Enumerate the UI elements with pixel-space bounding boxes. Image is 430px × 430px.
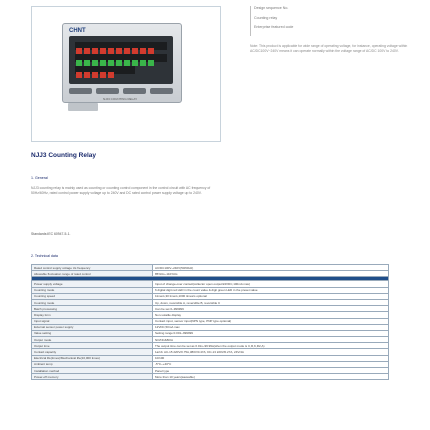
spec-value: 12VDC,50mA max	[153, 324, 389, 330]
product-photo	[31, 6, 221, 142]
spec-key: Power-off memory	[32, 374, 153, 380]
spec-value: More than 10 years(saveable)	[153, 374, 389, 380]
technical-heading: 2. Technical data	[31, 254, 58, 258]
table-row	[32, 374, 389, 380]
voltage-note: Note: This product is applicable for wide range of operating voltage, for instance, operating voltage within AC/DC100V~240V means it can operate normally within the voltage range of AC/DC 100V to 240V.	[250, 44, 408, 53]
spec-value: 6 digital digit red LED in the count value & digit green LED in the preset value	[153, 287, 389, 293]
spec-key: External sensor power supply	[32, 324, 153, 330]
counting-relay-device	[62, 23, 182, 103]
spec-value: Panel type	[153, 368, 389, 374]
spec-key: Value setting	[32, 330, 153, 336]
device-socket	[68, 103, 98, 111]
spec-value: 1time/s,30 time/s,1000 times/s optional	[153, 293, 389, 299]
spec-value: Non-volatile display	[153, 312, 389, 318]
spec-key: Allowable fluctuation range of rated control	[32, 271, 153, 277]
model-item: Enterprise featured code	[254, 25, 294, 30]
spec-key: Electrical life(times)/Mechanical life(10,000 times)	[32, 355, 153, 361]
panel-caption: NJJ3 COUNTING RELAY	[103, 97, 138, 101]
spec-value: 1a/1b: AC-15 220V/0.75A,380V/0.47A; DC-13 220V/0.27A, 24V/4A	[153, 349, 389, 355]
spec-value: 10/100	[153, 355, 389, 361]
spec-table	[31, 264, 389, 380]
spec-key: Batch processing	[32, 306, 153, 312]
general-heading: 1. General	[31, 176, 48, 180]
spec-value: Input of change-over contact(collector open output/24VDC,100mA max)	[153, 281, 389, 287]
spec-value: Can be set 0~999999	[153, 306, 389, 312]
spec-value: Up, down, reversible A, reversible B, reversible C	[153, 299, 389, 305]
general-text: NJJ3 counting relay is mainly used as counting or counting control component in the control circuit with AC frequency of 50Hz/60Hz, rated control power supply voltage up to 240V and DC rated control power supply voltage up to 240V.	[31, 186, 211, 195]
spec-key: Rated control supply voltage Us frequency	[32, 265, 153, 271]
spec-key: Installation method	[32, 368, 153, 374]
model-item: Counting relay	[254, 15, 278, 20]
standard-text: Standards:IEC 60947-5-1.	[31, 232, 71, 236]
product-title: NJJ3 Counting Relay	[31, 152, 97, 159]
spec-key: Display form	[32, 312, 153, 318]
count-display	[75, 42, 167, 50]
spec-key: Output time	[32, 343, 153, 349]
preset-display	[75, 54, 167, 62]
display-panel	[69, 36, 173, 84]
spec-key: Counting mode	[32, 299, 153, 305]
spec-value: Contact input, sensor input(NPN type, PNP type optional)	[153, 318, 389, 324]
spec-key: Ambient temp	[32, 361, 153, 367]
model-item: Design sequence No.	[254, 6, 289, 10]
spec-value: AC/DC100V~240V(50/60Hz)	[153, 265, 389, 271]
status-display	[75, 66, 135, 74]
spec-key: Output mode	[32, 337, 153, 343]
spec-value: NO/NC&BOA	[153, 337, 389, 343]
spec-key: Counting speed	[32, 293, 153, 299]
spec-key: Contact capacity	[32, 349, 153, 355]
spec-key: Counting mode	[32, 287, 153, 293]
model-designation	[254, 6, 404, 31]
spec-value: -5°C~+40°C	[153, 361, 389, 367]
spec-value: 85%Us~110%Us	[153, 271, 389, 277]
spec-value: Setting range:0.001~999999	[153, 330, 389, 336]
spec-key: Input signal	[32, 318, 153, 324]
tree-line	[250, 6, 251, 36]
button-row	[69, 88, 173, 94]
spec-key: Power supply voltage	[32, 281, 153, 287]
spec-value: The output time can be set as 0.01s~99.99s(when the output mode is C,R,K,R2,A)	[153, 343, 389, 349]
brand-logo: CHNT	[69, 28, 86, 34]
